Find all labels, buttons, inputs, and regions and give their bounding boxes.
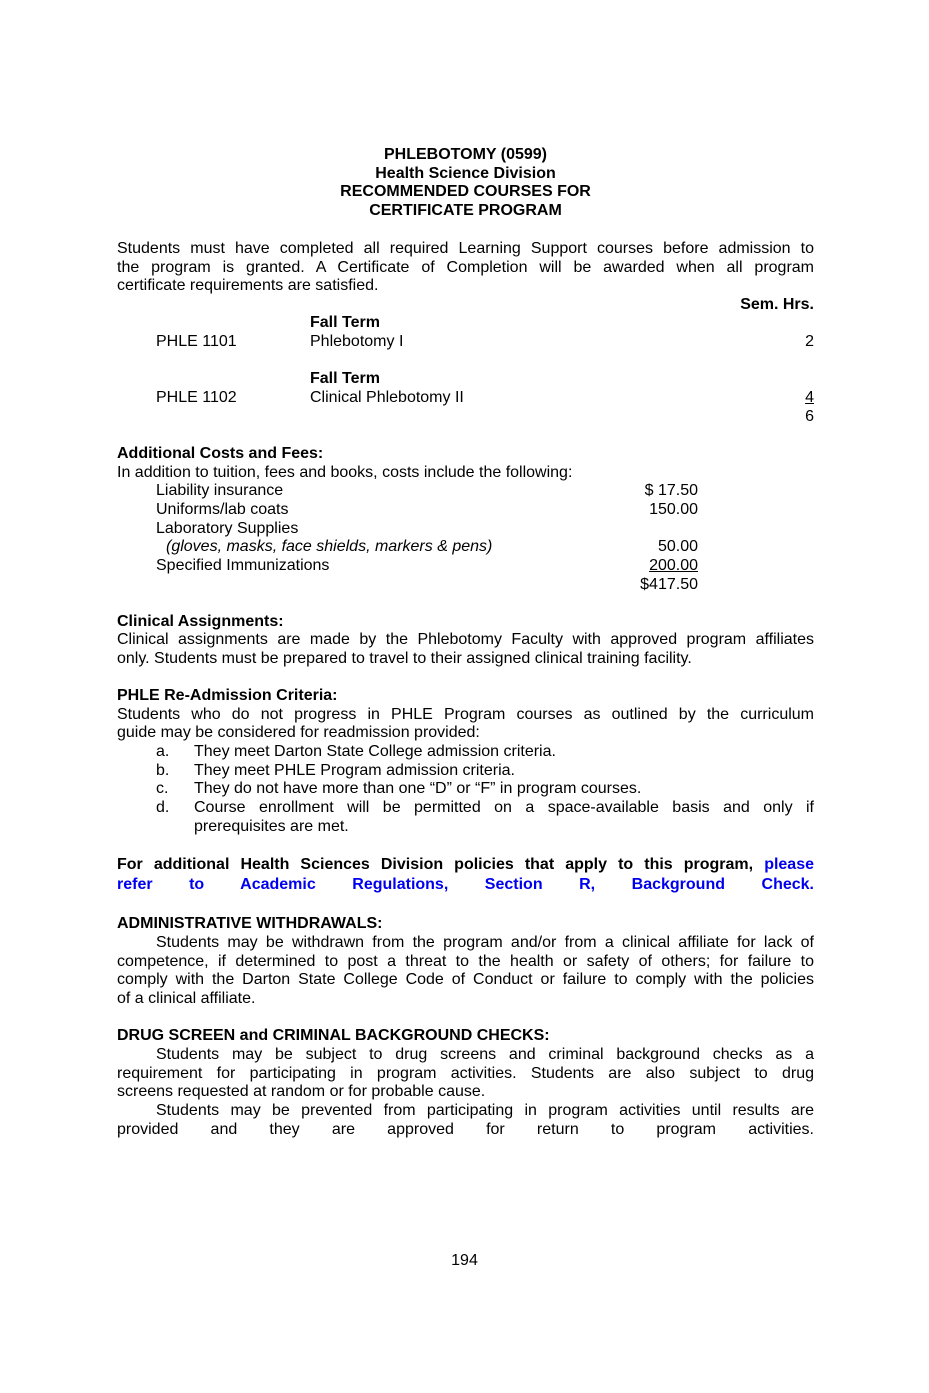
cost-amount: 50.00 — [657, 538, 698, 555]
list-marker: c. — [156, 780, 169, 797]
list-item: Course enrollment will be permitted on a space-available basis and only if — [194, 799, 814, 816]
list-marker: b. — [156, 762, 170, 779]
drug-line: provided and they are approved for return to program activities. — [117, 1121, 814, 1138]
list-item: They meet PHLE Program admission criteria. — [194, 762, 515, 779]
cost-label: Uniforms/lab coats — [156, 501, 289, 518]
page-number: 194 — [451, 1252, 478, 1269]
drug-line: requirement for participating in program activities. Students are also subject to drug — [117, 1065, 814, 1082]
course-title: Phlebotomy I — [310, 333, 404, 350]
division-name: Health Science Division — [375, 165, 556, 182]
clinical-heading: Clinical Assignments: — [117, 613, 284, 630]
withdrawals-heading: ADMINISTRATIVE WITHDRAWALS: — [117, 915, 383, 932]
withdrawals-line: Students may be withdrawn from the program and/or from a clinical affiliate for lack of — [156, 934, 814, 951]
costs-intro: In addition to tuition, fees and books, costs include the following: — [117, 464, 573, 481]
list-marker: a. — [156, 743, 170, 760]
policies-text: For additional Health Sciences Division policies that apply to this program, — [117, 856, 754, 873]
intro-line: certificate requirements are satisfied. — [117, 277, 379, 294]
program-title: PHLEBOTOMY (0599) — [383, 146, 547, 163]
clinical-line: Clinical assignments are made by the Phlebotomy Faculty with approved program affiliates — [117, 631, 814, 648]
drug-line: Students may be prevented from participating in program activities until results are — [156, 1102, 814, 1119]
term-label: Fall Term — [310, 370, 380, 387]
drug-heading: DRUG SCREEN and CRIMINAL BACKGROUND CHECKS: — [117, 1027, 550, 1044]
course-title: Clinical Phlebotomy II — [310, 389, 464, 406]
withdrawals-line: comply with the Darton State College Code of Conduct or failure to comply with the policies — [117, 971, 814, 988]
section-title: RECOMMENDED COURSES FOR — [340, 183, 591, 200]
cost-label: Liability insurance — [156, 482, 284, 499]
readmission-line: guide may be considered for readmission provided: — [117, 724, 480, 741]
cost-label-detail: (gloves, masks, face shields, markers & pens) — [166, 538, 493, 555]
cost-amount: 150.00 — [649, 501, 698, 518]
total-hours: 6 — [805, 408, 814, 425]
list-item: They do not have more than one “D” or “F” in program courses. — [194, 780, 642, 797]
intro-line: Students must have completed all required Learning Support courses before admission to — [117, 240, 814, 257]
readmission-heading: PHLE Re-Admission Criteria: — [117, 687, 338, 704]
withdrawals-line: of a clinical affiliate. — [117, 990, 256, 1007]
policies-link[interactable]: refer to Academic Regulations, Section R, Background Check. — [117, 876, 814, 893]
cost-amount: $ 17.50 — [644, 482, 698, 499]
cost-label: Specified Immunizations — [156, 557, 330, 574]
readmission-line: Students who do not progress in PHLE Program courses as outlined by the curriculum — [117, 706, 814, 723]
cost-amount — [558, 557, 698, 576]
cost-label: Laboratory Supplies — [156, 520, 299, 537]
withdrawals-line: competence, if determined to post a threat to the health or safety of others; for failure to — [117, 953, 814, 970]
course-hours — [714, 389, 814, 408]
intro-line: the program is granted. A Certificate of Completion will be awarded when all program — [117, 259, 814, 276]
list-item-continued: prerequisites are met. — [194, 818, 349, 835]
course-hours: 2 — [805, 333, 814, 350]
drug-line: screens requested at random or for probable cause. — [117, 1083, 486, 1100]
course-hours-value: 4 — [805, 389, 814, 406]
cost-amount-value: 200.00 — [649, 557, 698, 574]
policies-line — [117, 856, 814, 875]
sem-hrs-header: Sem. Hrs. — [740, 296, 814, 313]
cost-total: $417.50 — [640, 576, 698, 593]
course-code: PHLE 1101 — [156, 333, 237, 350]
list-marker: d. — [156, 799, 170, 816]
section-subtitle: CERTIFICATE PROGRAM — [369, 202, 562, 219]
term-label: Fall Term — [310, 314, 380, 331]
drug-line: Students may be subject to drug screens and criminal background checks as a — [156, 1046, 814, 1063]
list-item: They meet Darton State College admission criteria. — [194, 743, 556, 760]
costs-heading: Additional Costs and Fees: — [117, 445, 324, 462]
course-code: PHLE 1102 — [156, 389, 237, 406]
clinical-line: only. Students must be prepared to travel to their assigned clinical training facility. — [117, 650, 692, 667]
policies-link[interactable]: please — [764, 856, 814, 873]
